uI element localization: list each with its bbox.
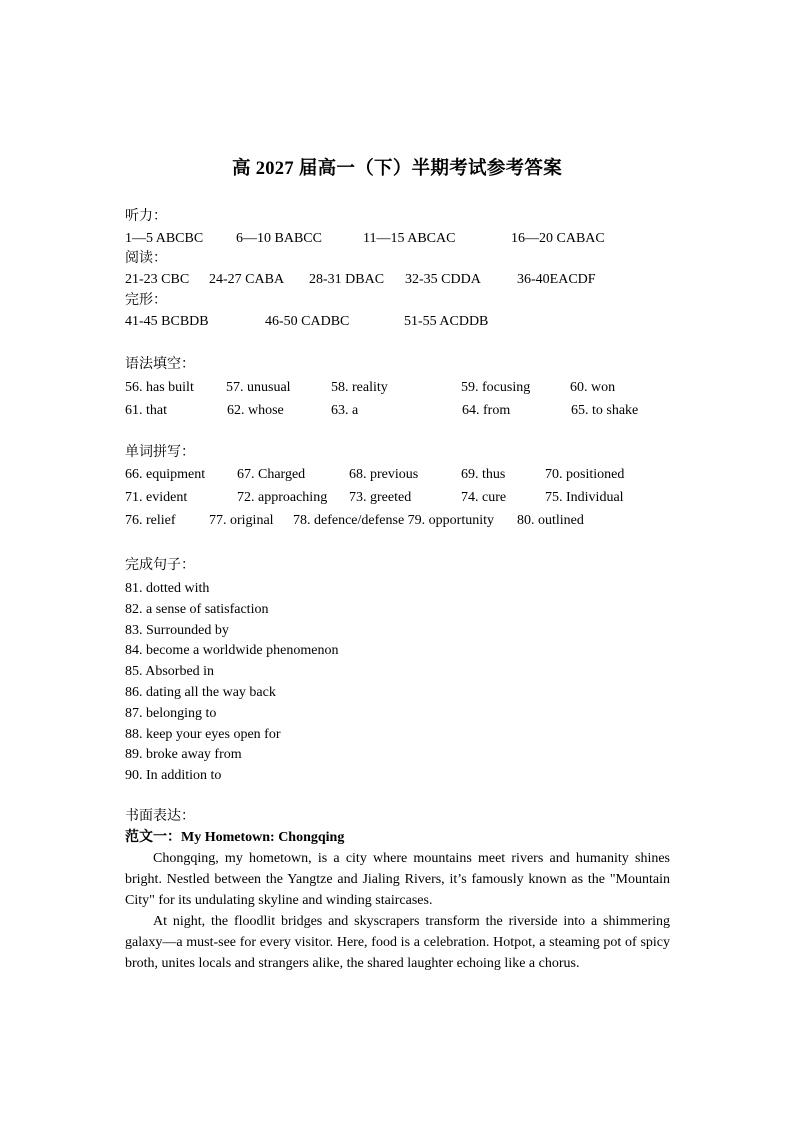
grammar-answer: 62. whose <box>227 403 284 418</box>
essay-paragraph: Chongqing, my hometown, is a city where mountains meet rivers and humanity shines bright. Nestled between the Yangtze and Jialing Rivers, it’s famously known as the "Mountain City" for its undulating skyline and winding staircases. <box>125 851 670 908</box>
spelling-answer: 78. defence/defense 79. opportunity <box>293 513 494 528</box>
grammar-answer: 56. has built <box>125 380 194 395</box>
reading-answer: 24-27 CABA <box>209 272 285 287</box>
listening-answer: 6—10 BABCC <box>236 231 322 246</box>
sentence-item: 89. broke away from <box>125 747 242 762</box>
spelling-answer: 67. Charged <box>237 467 306 482</box>
reading-answer: 36-40EACDF <box>517 272 596 287</box>
listening-answer: 1—5 ABCBC <box>125 231 204 246</box>
spelling-answer: 71. evident <box>125 490 188 505</box>
page-title: 高 2027 届高一（下）半期考试参考答案 <box>231 159 563 179</box>
spelling-answer: 72. approaching <box>237 490 328 505</box>
sentence-item: 86. dating all the way back <box>125 685 276 700</box>
spelling-answer: 75. Individual <box>545 490 624 505</box>
listening-answer: 16—20 CABAC <box>511 231 605 246</box>
spelling-answer: 76. relief <box>125 513 176 528</box>
spelling-answer: 73. greeted <box>349 490 412 505</box>
sentence-item: 85. Absorbed in <box>125 664 215 679</box>
reading-answer: 28-31 DBAC <box>309 272 385 287</box>
spelling-answer: 74. cure <box>461 490 507 505</box>
reading-heading: 阅读： <box>125 251 167 266</box>
sentence-item: 90. In addition to <box>125 768 222 783</box>
grammar-answer: 61. that <box>125 403 167 418</box>
spelling-answer: 70. positioned <box>545 467 625 482</box>
grammar-answer: 63. a <box>331 403 359 418</box>
grammar-answer: 58. reality <box>331 380 388 395</box>
spelling-answer: 80. outlined <box>517 513 584 528</box>
spelling-answer: 68. previous <box>349 467 419 482</box>
cloze-answer: 41-45 BCBDB <box>125 314 209 329</box>
essay-body <box>125 848 670 974</box>
cloze-heading: 完形： <box>125 293 167 308</box>
sentence-item: 81. dotted with <box>125 581 210 596</box>
grammar-answer: 64. from <box>462 403 511 418</box>
essay-title: 范文一：My Hometown: Chongqing <box>125 830 345 845</box>
sentence-item: 82. a sense of satisfaction <box>125 602 269 617</box>
cloze-answer: 46-50 CADBC <box>265 314 350 329</box>
sentence-item: 88. keep your eyes open for <box>125 727 281 742</box>
writing-heading: 书面表达： <box>125 809 195 824</box>
sentence-item: 84. become a worldwide phenomenon <box>125 643 339 658</box>
spelling-answer: 77. original <box>209 513 274 528</box>
listening-answer: 11—15 ABCAC <box>363 231 456 246</box>
grammar-heading: 语法填空： <box>125 357 195 372</box>
sentence-item: 83. Surrounded by <box>125 623 229 638</box>
cloze-answer: 51-55 ACDDB <box>404 314 489 329</box>
grammar-answer: 57. unusual <box>226 380 291 395</box>
grammar-answer: 65. to shake <box>571 403 639 418</box>
grammar-answer: 59. focusing <box>461 380 531 395</box>
spelling-heading: 单词拼写： <box>125 445 195 460</box>
sentence-item: 87. belonging to <box>125 706 217 721</box>
listening-heading: 听力： <box>125 209 167 224</box>
reading-answer: 32-35 CDDA <box>405 272 481 287</box>
spelling-answer: 69. thus <box>461 467 506 482</box>
grammar-answer: 60. won <box>570 380 616 395</box>
reading-answer: 21-23 CBC <box>125 272 190 287</box>
essay-paragraph: At night, the floodlit bridges and skyscrapers transform the riverside into a shimmering galaxy—a must-see for every visitor. Here, food is a celebration. Hotpot, a steaming pot of spicy broth, unites locals and strangers alike, the shared laughter echoing like a chorus. <box>125 914 670 971</box>
sentences-heading: 完成句子： <box>125 558 195 573</box>
spelling-answer: 66. equipment <box>125 467 206 482</box>
